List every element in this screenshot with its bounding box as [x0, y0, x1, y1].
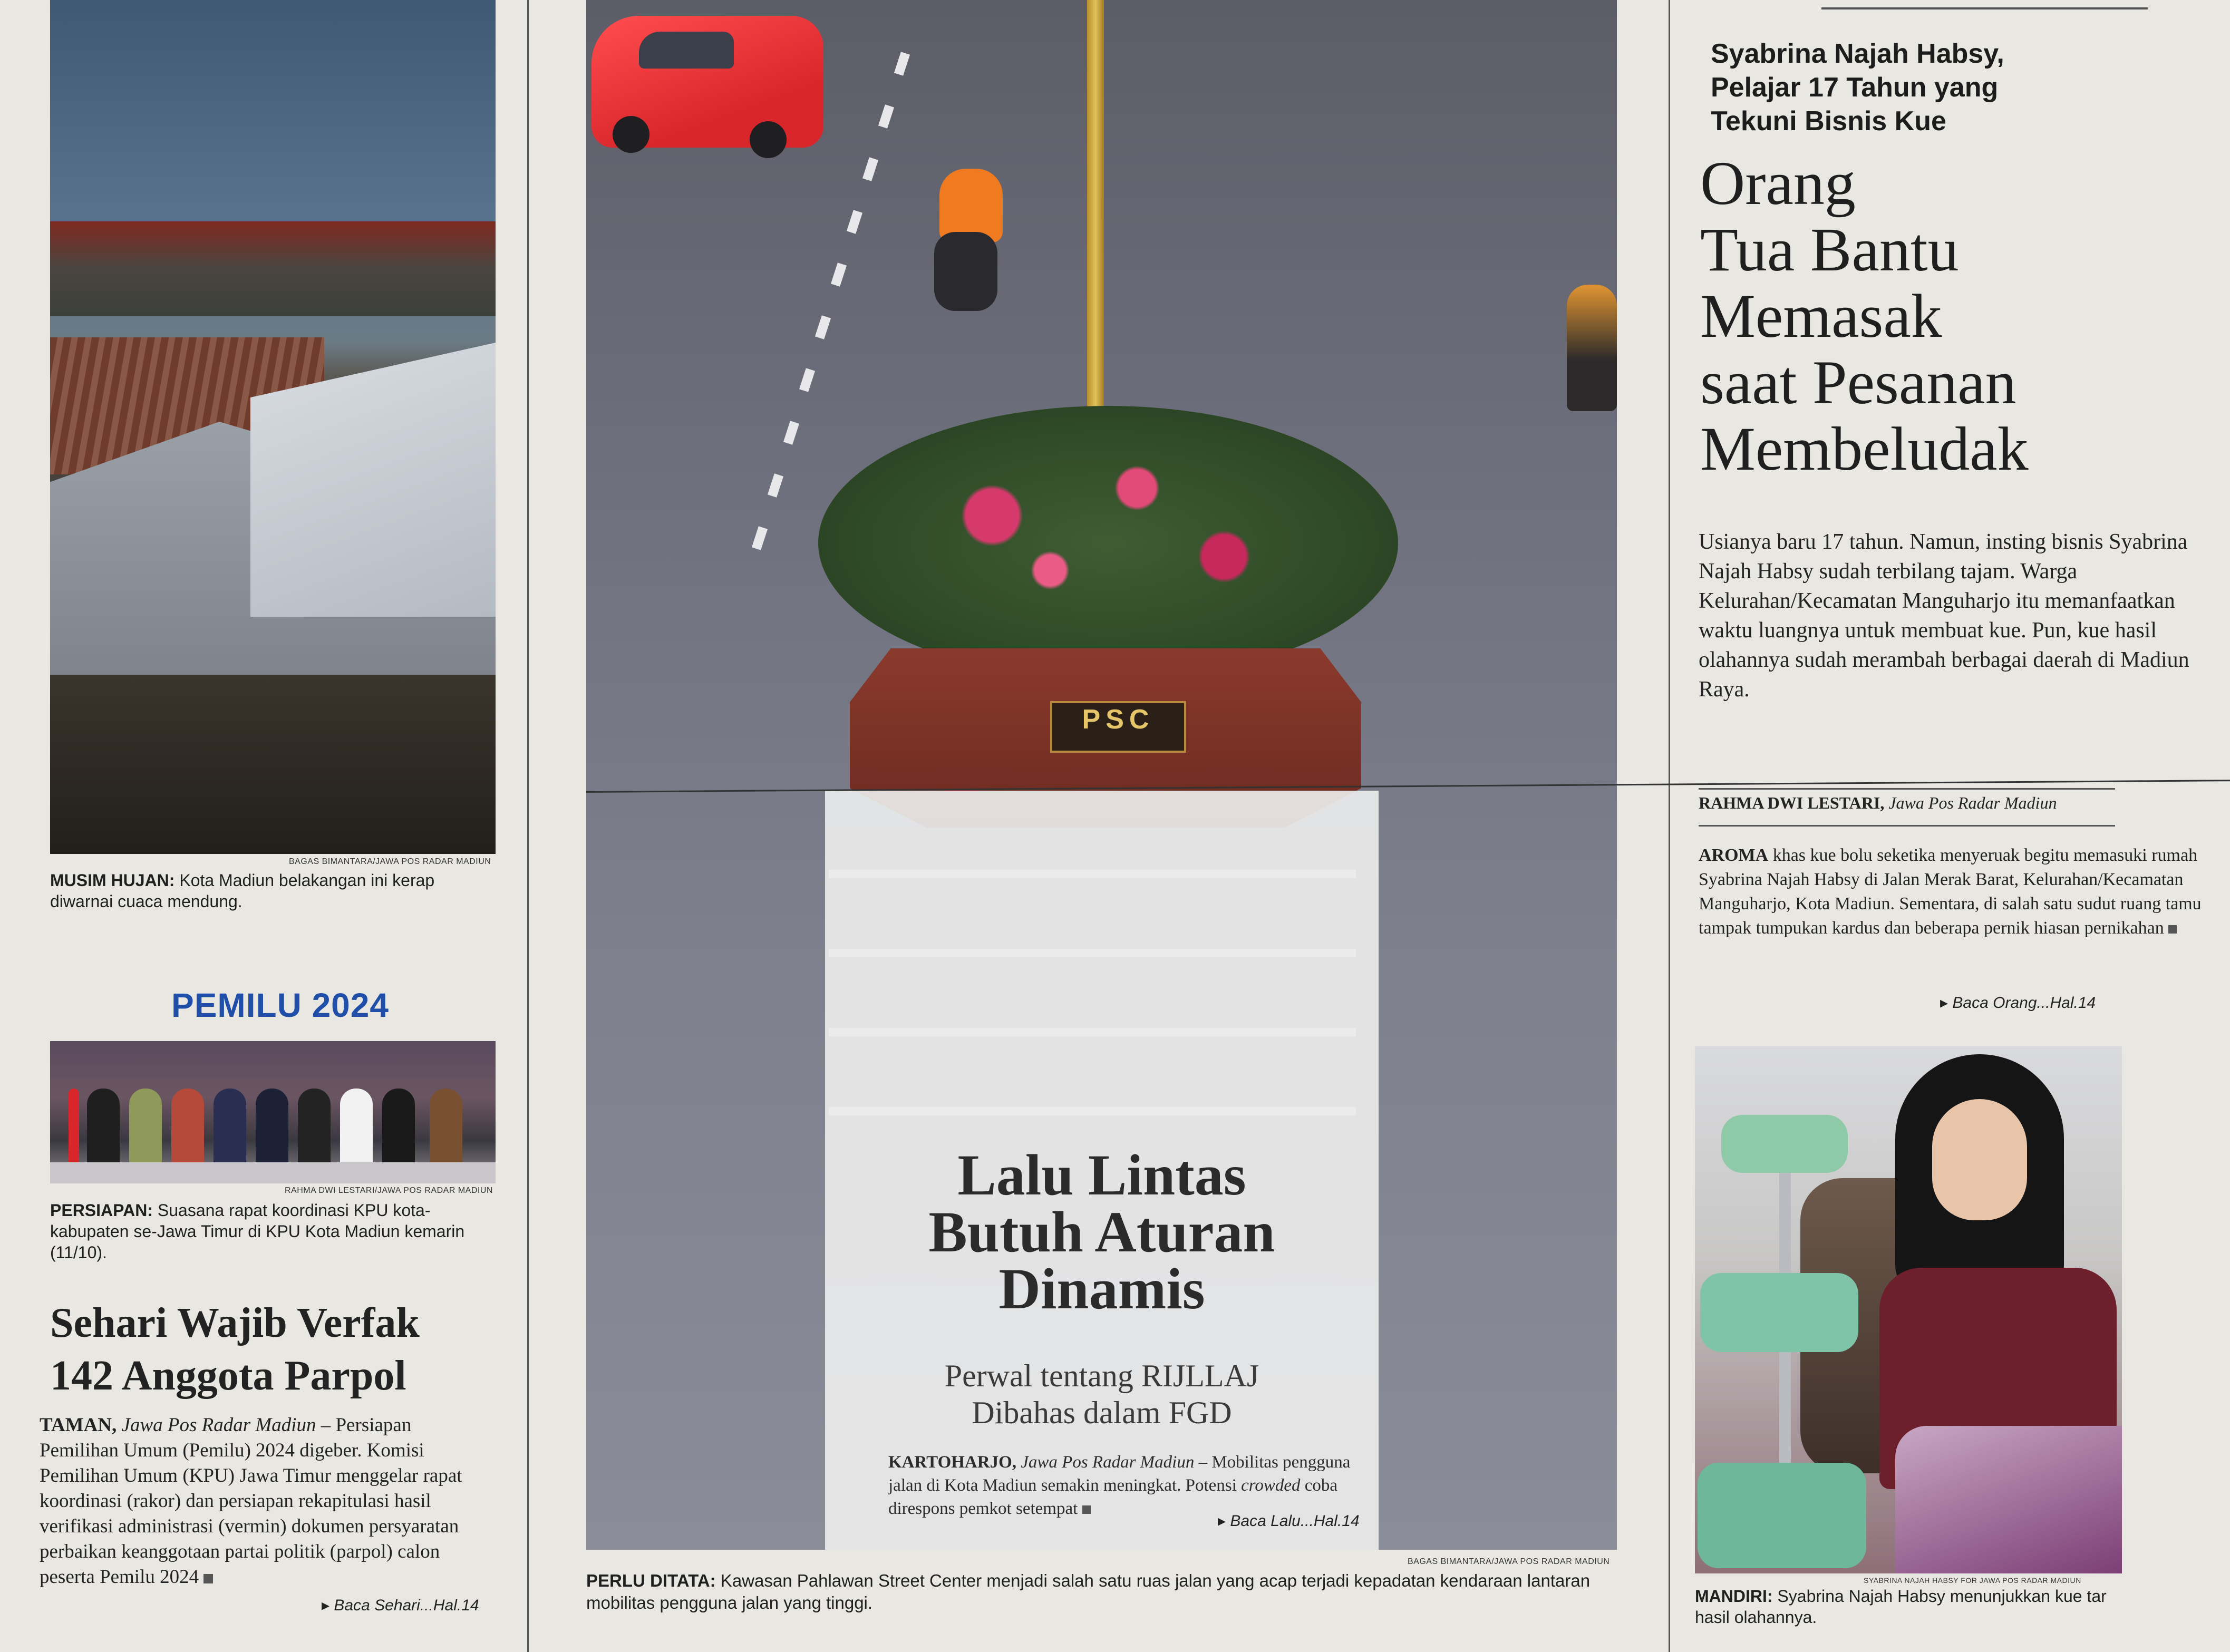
attendee [340, 1089, 373, 1173]
lead-word: AROMA [1699, 846, 1769, 865]
photo-caption [50, 1200, 496, 1263]
kicker-line: Tekuni Bisnis Kue [1711, 106, 1946, 137]
lane-marking [752, 526, 768, 550]
car-wheel [613, 116, 649, 153]
headline-line: Lalu Lintas [957, 1143, 1246, 1207]
caption-text: Syabrina Najah Habsy menunjukkan kue tar hasil olahannya. [1695, 1587, 2107, 1627]
continue-link[interactable] [1218, 1512, 1360, 1530]
main-subheadline [833, 1357, 1371, 1431]
lane-marking [768, 473, 783, 498]
attendee [171, 1089, 204, 1173]
lane-marking [847, 210, 862, 234]
headline-line: saat Pesanan [1700, 348, 2016, 417]
column-rule-left [527, 0, 529, 1652]
lane-marking [862, 157, 878, 181]
attendee [129, 1089, 162, 1173]
body-text: – Mobilitas pengguna jalan di Kota Madiun semakin meningkat. Potensi [888, 1453, 1351, 1495]
photo-caption [586, 1570, 1620, 1614]
baker-photo [1695, 1046, 2122, 1573]
arrow-icon: ▸ [1940, 994, 1953, 1012]
headline-line: Dinamis [998, 1257, 1205, 1321]
end-mark-icon [203, 1574, 213, 1583]
byline-rule [1699, 825, 2115, 827]
cake-tier [1721, 1115, 1848, 1173]
article-body [40, 1413, 493, 1590]
attendee [298, 1089, 331, 1173]
attendee [430, 1089, 462, 1173]
headline-line: Sehari Wajib Verfak [50, 1300, 420, 1346]
lane-marking [878, 104, 894, 129]
photo-caption [1695, 1586, 2138, 1628]
city-skyline [50, 221, 496, 316]
column-rule-right [1669, 0, 1670, 1652]
feature-intro: Usianya baru 17 tahun. Namun, insting bisnis Syabrina Najah Habsy sudah terbilang tajam. Warga Kelurahan/Kecamatan Manguharjo itu memanfaatkan waktu luangnya untuk membuat kue. Pun, kue hasil olahannya sudah merambah berbagai daerah di Madiun Raya. [1699, 530, 2189, 702]
cake-tier [1698, 1463, 1866, 1568]
headline-line: Butuh Aturan [928, 1200, 1275, 1264]
arrow-icon: ▸ [1218, 1512, 1230, 1530]
headline-line: Orang [1700, 149, 1856, 218]
dateline: KARTOHARJO, [888, 1453, 1017, 1472]
end-mark-icon [2168, 925, 2177, 934]
caption-label: PERSIAPAN: [50, 1201, 153, 1220]
attendee [87, 1089, 120, 1173]
attendee [69, 1089, 79, 1173]
photo-caption [50, 870, 496, 912]
dateline: TAMAN, [40, 1414, 117, 1436]
blanket [1895, 1426, 2122, 1573]
byline [1699, 793, 2226, 813]
attendee [382, 1089, 415, 1173]
photo-credit: RAHMA DWI LESTARI/JAWA POS RADAR MADIUN [285, 1186, 493, 1195]
motorcycle-rider [939, 169, 1003, 242]
feature-kicker [1711, 37, 2196, 138]
kicker-line: Syabrina Najah Habsy, [1711, 38, 2004, 69]
feature-body [1699, 843, 2226, 940]
arrow-icon: ▸ [322, 1597, 334, 1614]
caption-label: MANDIRI: [1695, 1587, 1773, 1606]
attendee [256, 1089, 288, 1173]
red-car [592, 16, 823, 148]
lane-marking [799, 368, 815, 392]
photo-credit: BAGAS BIMANTARA/JAWA POS RADAR MADIUN [289, 857, 491, 866]
lane-marking [815, 315, 831, 339]
lane-marking [894, 52, 910, 76]
headline-line: Membeludak [1700, 414, 2029, 483]
meeting-table [50, 1162, 496, 1183]
photo-credit: SYABRINA NAJAH HABSY FOR JAWA POS RADAR MADIUN [1864, 1576, 2081, 1585]
car-wheel [750, 121, 787, 158]
caption-label: MUSIM HUJAN: [50, 871, 175, 890]
continue-text: Baca Orang...Hal.14 [1952, 994, 2096, 1012]
section-tag: PEMILU 2024 [171, 986, 389, 1024]
subheadline-line: Dibahas dalam FGD [972, 1395, 1232, 1430]
continue-link[interactable] [322, 1596, 479, 1615]
top-rule-right [1821, 7, 2148, 9]
continue-link[interactable] [1940, 994, 2096, 1012]
rainy-city-photo [50, 0, 496, 854]
psc-sign: PSC [1050, 701, 1186, 753]
body-text: khas kue bolu seketika menyeruak begitu memasuki rumah Syabrina Najah Habsy di Jalan Merak Barat, Kelurahan/Kecamatan Manguharjo, Kota Madiun. Sementara, di salah satu sudut ruang tamu tampak tumpukan kardus dan beberapa pernik hiasan pernikahan [1699, 846, 2202, 938]
kicker-line: Pelajar 17 Tahun yang [1711, 72, 1999, 103]
lane-marking [831, 263, 847, 287]
caption-text: Kota Madiun belakangan ini kerap diwarnai cuaca mendung. [50, 871, 435, 911]
bougainvillea-plant [818, 406, 1398, 680]
meeting-photo [50, 1041, 496, 1183]
caption-text: Kawasan Pahlawan Street Center menjadi salah satu ruas jalan yang acap terjadi kepadatan kendaraan lantaran mobilitas pengguna jalan yang tinggi. [586, 1571, 1591, 1612]
cake-tier [1700, 1273, 1858, 1352]
body-text-italic: crowded [1241, 1476, 1301, 1495]
feature-headline [1700, 150, 2201, 482]
caption-label: PERLU DITATA: [586, 1571, 716, 1590]
headline-line: Tua Bantu [1700, 215, 1959, 284]
headline-line: Memasak [1700, 281, 1942, 351]
article-headline [50, 1297, 482, 1402]
photo-credit: BAGAS BIMANTARA/JAWA POS RADAR MADIUN [1408, 1557, 1610, 1566]
body-text: coba direspons pemkot setempat [888, 1476, 1338, 1518]
dateline-source: Jawa Pos Radar Madiun [1016, 1453, 1195, 1472]
body-text: – Persiapan Pemilihan Umum (Pemilu) 2024 digeber. Komisi Pemilihan Umum (KPU) Jawa Timur menggelar rapat koordinasi (rakor) dan persiapan rekapitulasi hasil verifikasi administrasi (vermin) dokumen persyaratan perbaikan keanggotaan partai politik (parpol) calon peserta Pemilu 2024 [40, 1414, 462, 1588]
end-mark-icon [1082, 1505, 1091, 1514]
byline-name: RAHMA DWI LESTARI, [1699, 793, 1885, 812]
byline-source: Jawa Pos Radar Madiun [1884, 793, 2057, 812]
ground [50, 675, 496, 854]
continue-text: Baca Sehari...Hal.14 [334, 1597, 479, 1614]
motorcycle-rider-2 [1567, 285, 1617, 411]
motorcycle [934, 232, 997, 311]
subheadline-line: Perwal tentang RIJLLAJ [944, 1358, 1259, 1393]
byline-rule [1699, 788, 2115, 790]
main-headline [833, 1143, 1371, 1321]
continue-text: Baca Lalu...Hal.14 [1230, 1512, 1360, 1530]
caption-text: Suasana rapat koordinasi KPU kota-kabupaten se-Jawa Timur di KPU Kota Madiun kemarin (11/10). [50, 1201, 465, 1262]
car-window [639, 32, 734, 69]
headline-line: 142 Anggota Parpol [50, 1353, 406, 1399]
face [1932, 1099, 2027, 1220]
main-article-body [888, 1451, 1373, 1520]
flag-pole [1087, 0, 1104, 464]
lane-marking [783, 421, 799, 445]
dateline-source: Jawa Pos Radar Madiun [117, 1414, 316, 1436]
attendee [214, 1089, 246, 1173]
